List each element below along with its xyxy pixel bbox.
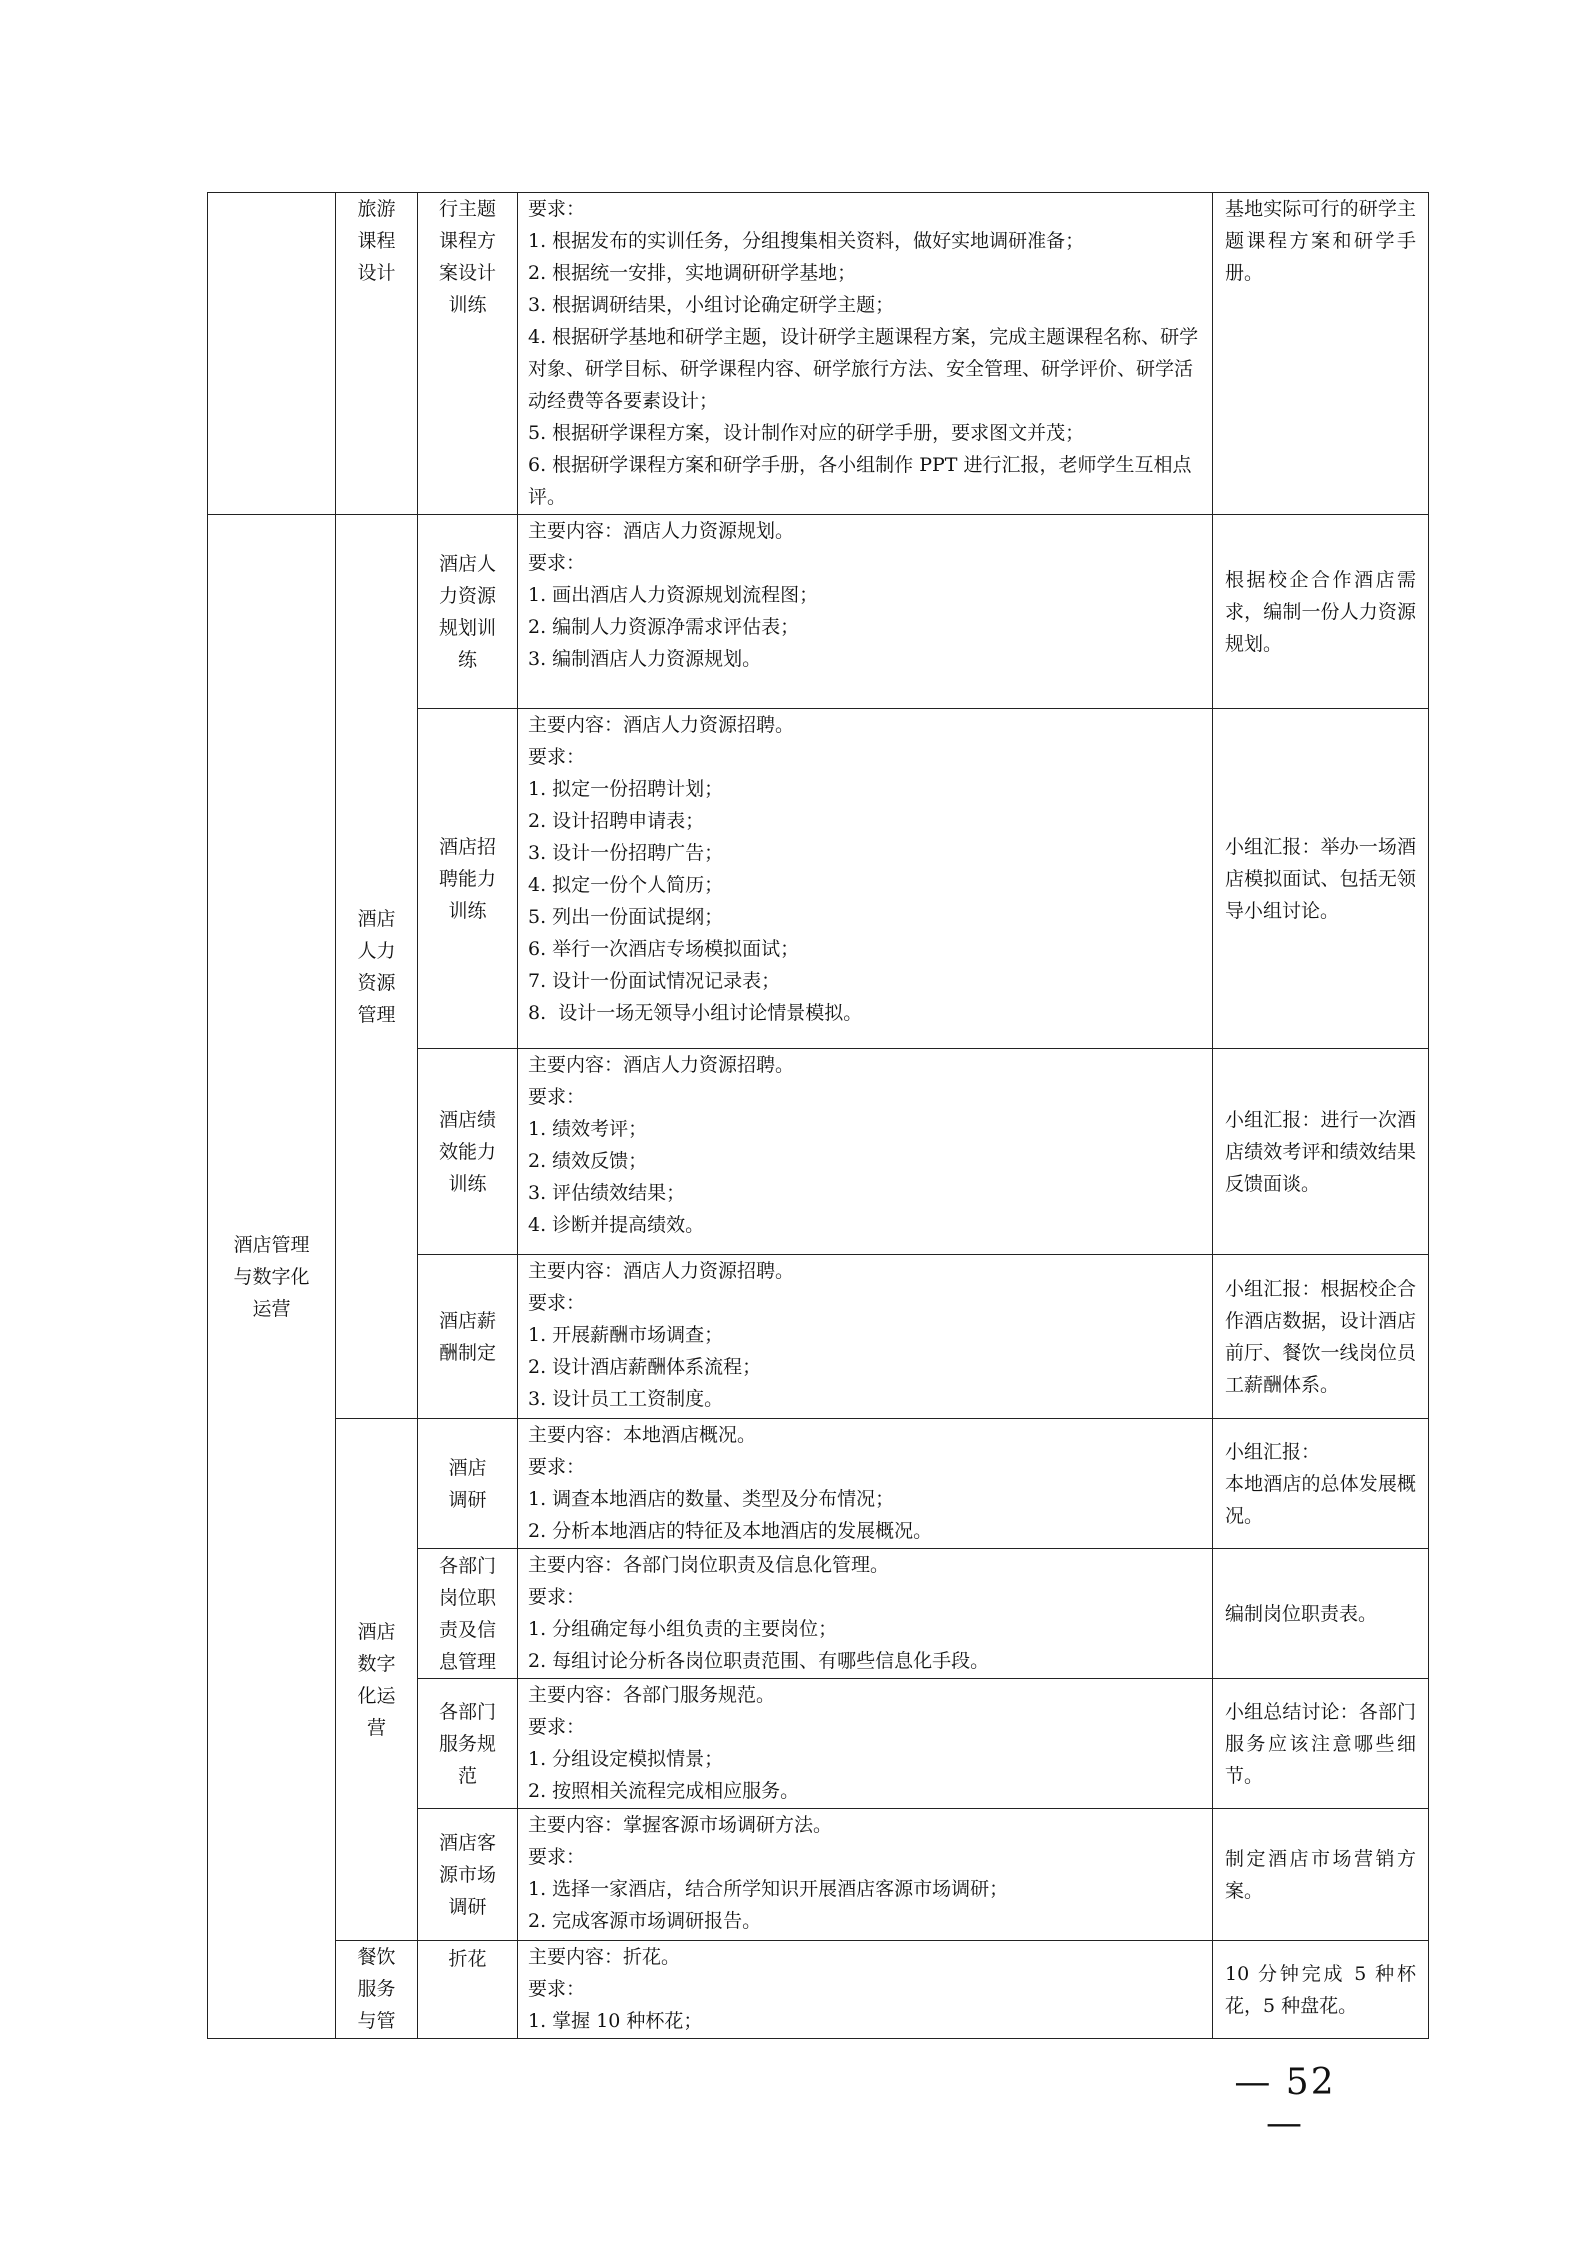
content-line: 1. 分组设定模拟情景； [528,1748,724,1770]
content-line: 3. 评估绩效结果； [528,1182,686,1204]
content-line: 1. 拟定一份招聘计划； [528,778,724,800]
content-line: 主要内容：各部门服务规范。 [528,1684,776,1706]
table-row [208,1941,1429,2039]
project-cell: 酒店客 源市场 调研 [418,1809,518,1941]
result-cell: 小组汇报：进行一次酒店绩效考评和绩效结果反馈面谈。 [1213,1049,1429,1255]
project-cell: 酒店 调研 [418,1419,518,1549]
content-line: 2. 完成客源市场调研报告。 [528,1910,762,1932]
content-line: 1. 选择一家酒店，结合所学知识开展酒店客源市场调研； [528,1878,1009,1900]
content-line: 要求： [528,1846,586,1868]
result-cell: 10 分钟完成 5 种杯花，5 种盘花。 [1213,1941,1429,2039]
content-cell [518,1049,1213,1255]
content-line: 2. 按照相关流程完成相应服务。 [528,1780,800,1802]
content-line: 要求： [528,1086,586,1108]
content-line: 2. 每组讨论分析各岗位职责范围、有哪些信息化手段。 [528,1650,990,1672]
content-line: 1. 掌握 10 种杯花； [528,2010,703,2032]
content-line: 要求： [528,1978,586,2000]
content-line: 3. 编制酒店人力资源规划。 [528,648,762,670]
content-line: 1. 开展薪酬市场调查； [528,1324,724,1346]
content-line: 1. 调查本地酒店的数量、类型及分布情况； [528,1488,895,1510]
result-cell: 小组汇报：举办一场酒店模拟面试、包括无领导小组讨论。 [1213,709,1429,1049]
content-line: 主要内容：各部门岗位职责及信息化管理。 [528,1554,890,1576]
project-cell: 行主题 课程方 案设计 训练 [418,193,518,515]
content-cell [518,1809,1213,1941]
content-line: 2. 编制人力资源净需求评估表； [528,616,800,638]
content-line: 1. 绩效考评； [528,1118,648,1140]
content-line: 6. 举行一次酒店专场模拟面试； [528,938,800,960]
content-line: 要求： [528,1292,586,1314]
training-content-table [207,192,1429,2039]
project-cell: 酒店人 力资源 规划训 练 [418,515,518,709]
content-line: 7. 设计一份面试情况记录表； [528,970,781,992]
content-line: 5. 列出一份面试提纲； [528,906,724,928]
content-line: 8. 设计一场无领导小组讨论情景模拟。 [528,1002,863,1024]
content-line: 主要内容：本地酒店概况。 [528,1424,757,1446]
content-line: 主要内容：酒店人力资源招聘。 [528,714,795,736]
content-line: 3. 设计员工工资制度。 [528,1388,724,1410]
content-line: 主要内容：酒店人力资源招聘。 [528,1054,795,1076]
page-number: — 52 — [1234,2062,1336,2144]
module-cell: 餐饮 服务 与管 [336,1941,418,2039]
content-cell [518,515,1213,709]
project-cell: 酒店绩 效能力 训练 [418,1049,518,1255]
project-cell: 酒店招 聘能力 训练 [418,709,518,1049]
content-line: 要求： [528,1456,586,1478]
content-line: 主要内容：折花。 [528,1946,681,1968]
project-cell: 各部门 服务规 范 [418,1679,518,1809]
content-cell [518,1255,1213,1419]
content-line: 2. 设计酒店薪酬体系流程； [528,1356,762,1378]
result-cell: 基地实际可行的研学主题课程方案和研学手册。 [1213,193,1429,515]
content-line: 要求： [528,552,586,574]
content-line: 要求： [528,1716,586,1738]
content-line: 6. 根据研学课程方案和研学手册，各小组制作 PPT 进行汇报，老师学生互相点评。 [528,454,1192,508]
module-cell: 酒店 数字 化运 营 [336,1419,418,1941]
course-cell-empty [208,193,336,515]
content-line: 要求： [528,198,586,220]
table-row [208,1419,1429,1549]
content-line: 主要内容：酒店人力资源规划。 [528,520,795,542]
content-line: 1. 画出酒店人力资源规划流程图； [528,584,819,606]
content-line: 2. 设计招聘申请表； [528,810,705,832]
module-cell: 酒店 人力 资源 管理 [336,515,418,1419]
content-line: 4. 根据研学基地和研学主题，设计研学主题课程方案，完成主题课程名称、研学对象、研学目标、研学课程内容、研学旅行方法、安全管理、研学评价、研学活动经费等各要素设计； [528,326,1199,412]
content-line: 要求： [528,746,586,768]
table-row [208,193,1429,515]
project-cell: 折花 [418,1941,518,2039]
result-cell: 小组汇报： 本地酒店的总体发展概况。 [1213,1419,1429,1549]
content-line: 1. 根据发布的实训任务，分组搜集相关资料，做好实地调研准备； [528,230,1085,252]
project-cell: 各部门 岗位职 责及信 息管理 [418,1549,518,1679]
content-line: 要求： [528,1586,586,1608]
content-cell [518,1419,1213,1549]
content-line: 3. 根据调研结果，小组讨论确定研学主题； [528,294,895,316]
content-line: 主要内容：酒店人力资源招聘。 [528,1260,795,1282]
content-line: 1. 分组确定每小组负责的主要岗位； [528,1618,838,1640]
table-row [208,515,1429,709]
result-cell: 小组总结讨论：各部门服务应该注意哪些细节。 [1213,1679,1429,1809]
result-cell: 根据校企合作酒店需求，编制一份人力资源规划。 [1213,515,1429,709]
content-line: 主要内容：掌握客源市场调研方法。 [528,1814,833,1836]
content-cell [518,1549,1213,1679]
content-cell [518,709,1213,1049]
content-cell [518,193,1213,515]
content-line: 4. 诊断并提高绩效。 [528,1214,705,1236]
content-line: 2. 绩效反馈； [528,1150,648,1172]
course-cell: 酒店管理 与数字化 运营 [208,515,336,2039]
result-cell: 编制岗位职责表。 [1213,1549,1429,1679]
content-cell [518,1941,1213,2039]
result-cell: 小组汇报：根据校企合作酒店数据，设计酒店前厅、餐饮一线岗位员工薪酬体系。 [1213,1255,1429,1419]
content-line: 5. 根据研学课程方案，设计制作对应的研学手册，要求图文并茂； [528,422,1085,444]
project-cell: 酒店薪 酬制定 [418,1255,518,1419]
content-line: 4. 拟定一份个人简历； [528,874,724,896]
content-line: 3. 设计一份招聘广告； [528,842,724,864]
module-cell: 旅游 课程 设计 [336,193,418,515]
content-line: 2. 分析本地酒店的特征及本地酒店的发展概况。 [528,1520,933,1542]
result-cell: 制定酒店市场营销方案。 [1213,1809,1429,1941]
content-cell [518,1679,1213,1809]
content-line: 2. 根据统一安排，实地调研研学基地； [528,262,857,284]
